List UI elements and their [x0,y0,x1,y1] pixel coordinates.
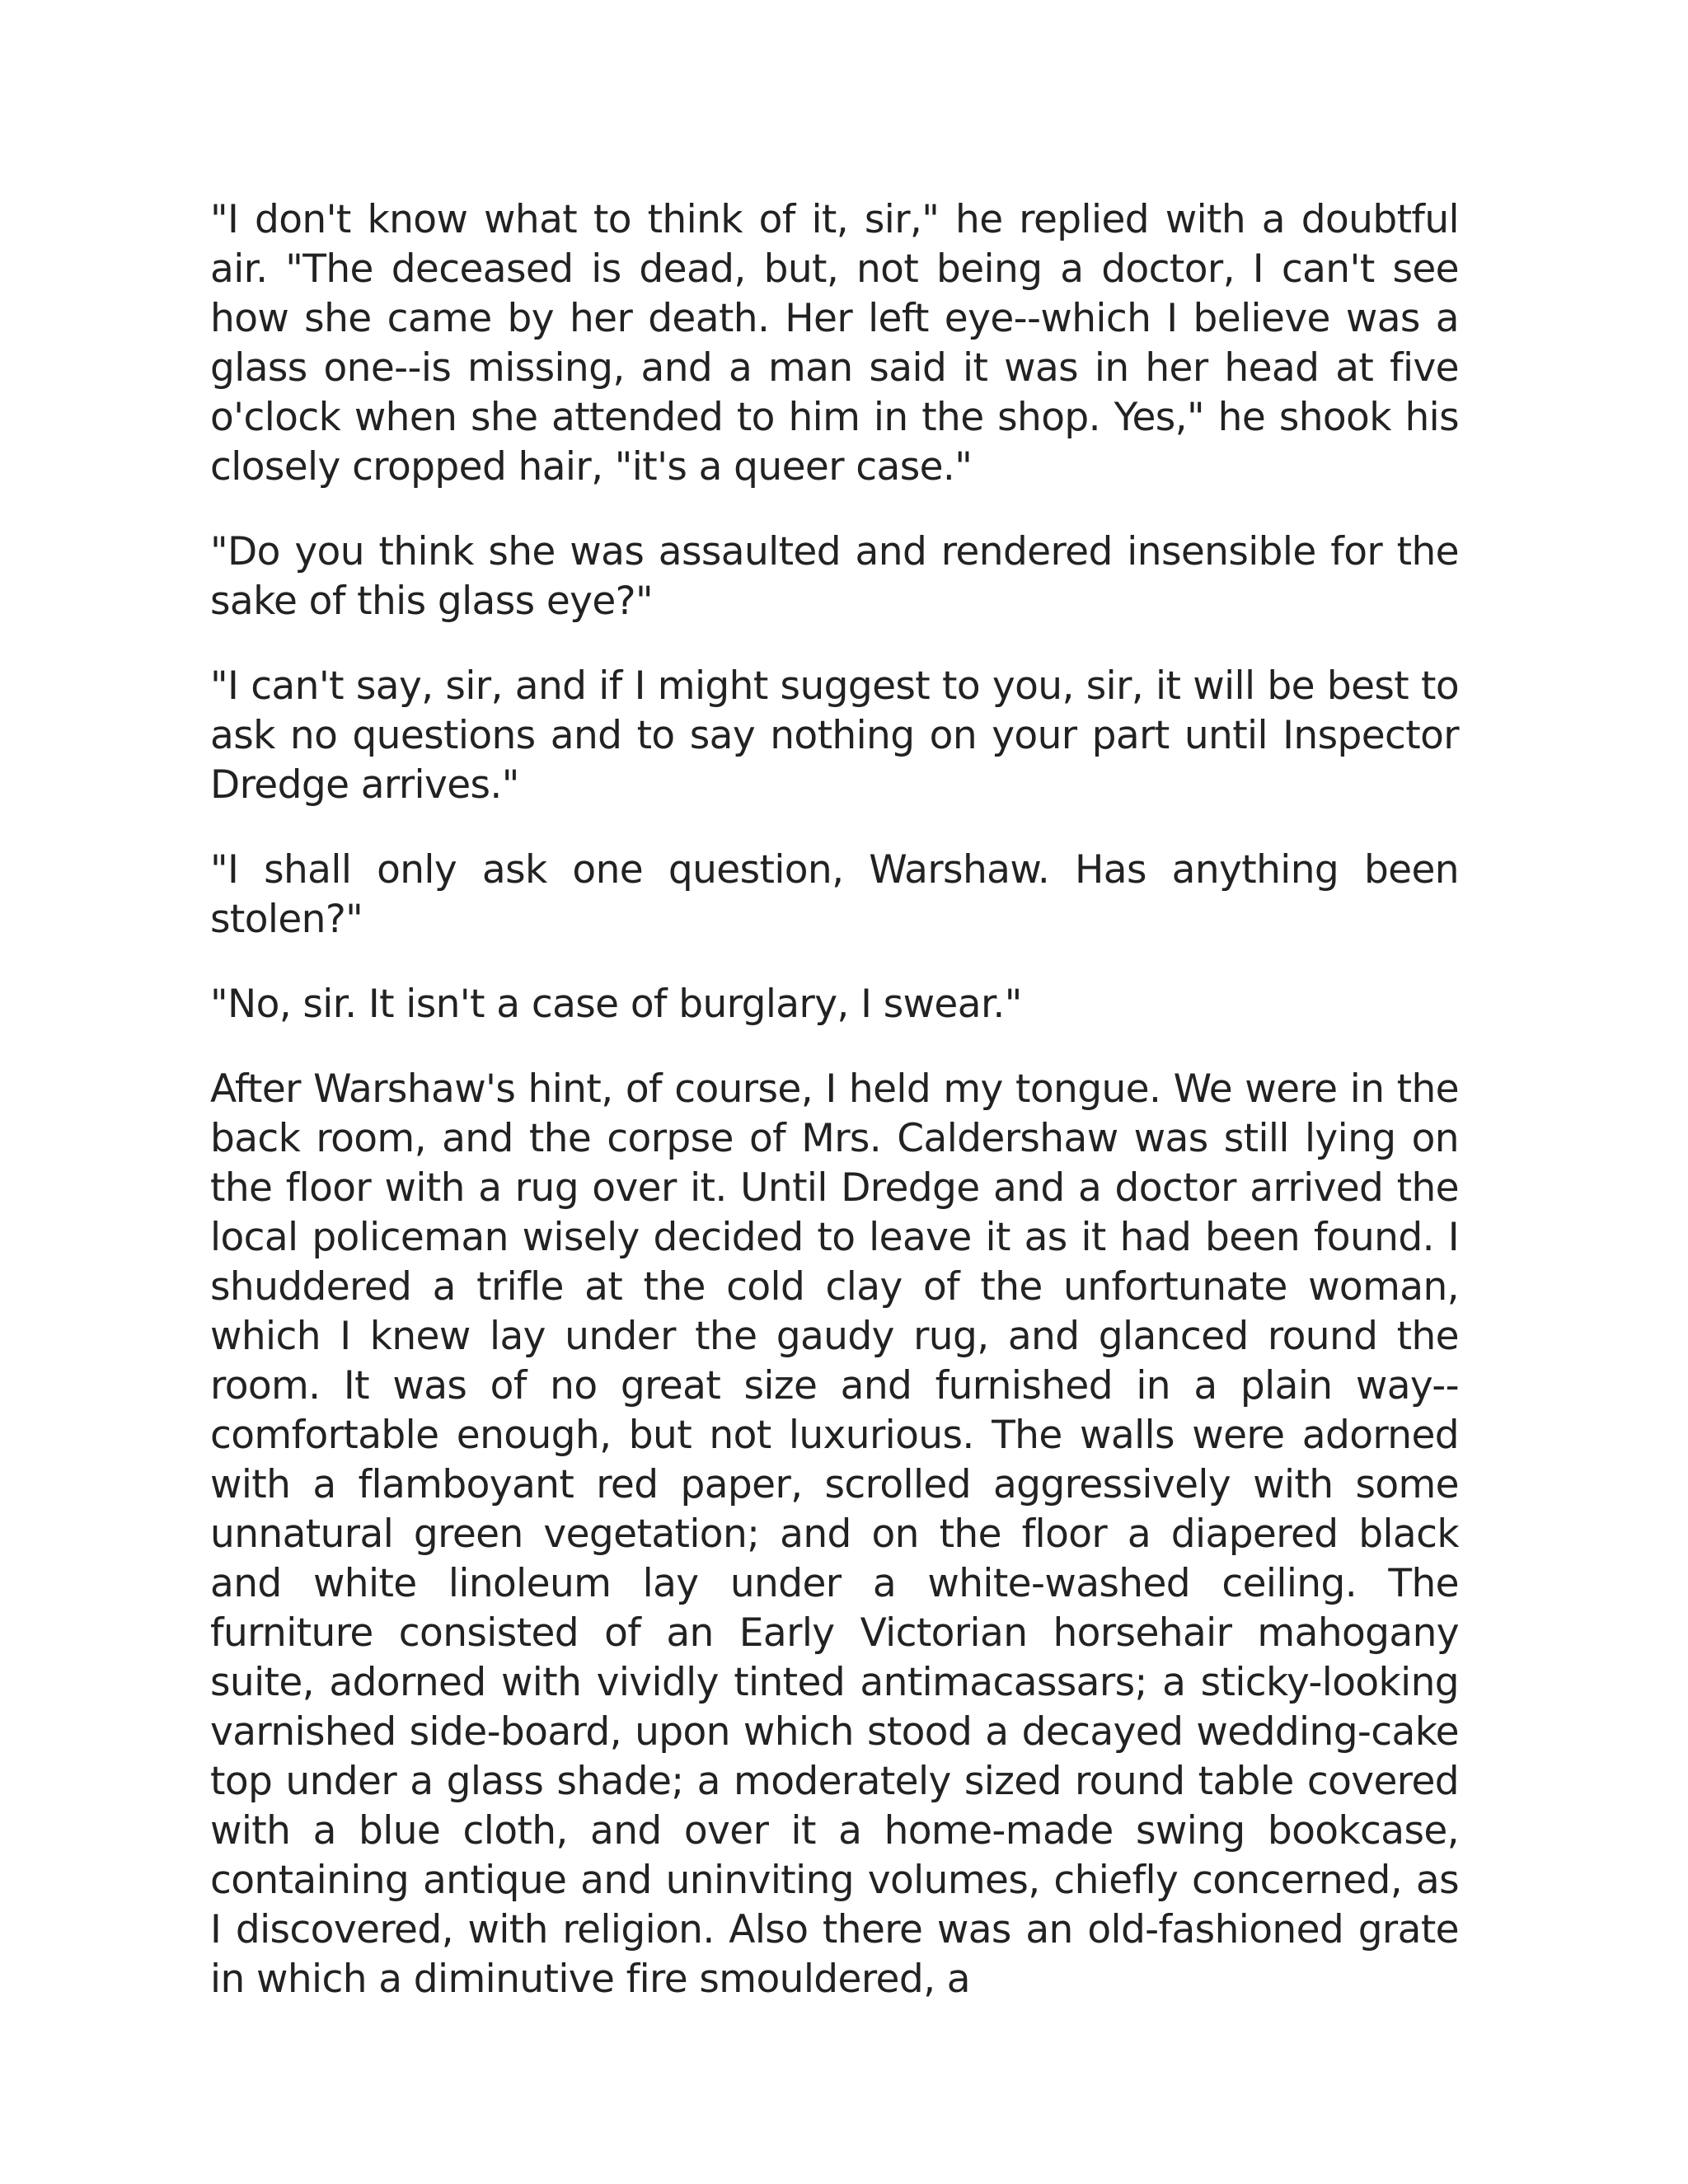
paragraph-6: After Warshaw's hint, of course, I held my tongue. We were in the back room, and the corpse of Mrs. Caldershaw was still lying on the floor with a rug over it. Until Dredge and a doctor arrived the local policeman wisely decided to leave it as it had been found. I shuddered a trifle at the cold clay of the unfortunate woman, which I knew lay under the gaudy rug, and glanced round the room. It was of no great size and furnished in a plain way--comfortable enough, but not luxurious. The walls were adorned with a flamboyant red paper, scrolled aggressively with some unnatural green vegetation; and on the floor a diapered black and white linoleum lay under a white-washed ceiling. The furniture consisted of an Early Victorian horsehair mahogany suite, adorned with vividly tinted antimacassars; a sticky-looking varnished side-board, upon which stood a decayed wedding-cake top under a glass shade; a moderately sized round table covered with a blue cloth, and over it a home-made swing bookcase, containing antique and uninviting volumes, chiefly concerned, as I discovered, with religion. Also there was an old-fashioned grate in which a diminutive fire smouldered, a [210,1066,1459,2002]
paragraph-3: "I can't say, sir, and if I might suggest to you, sir, it will be best to ask no questions and to say nothing on your part until Inspector Dredge arrives." [210,663,1459,808]
paragraph-2: "Do you think she was assaulted and rendered insensible for the sake of this glass eye?" [210,529,1459,624]
paragraph-5: "No, sir. It isn't a case of burglary, I swear." [210,982,1022,1027]
paragraph-4: "I shall only ask one question, Warshaw. Has anything been stolen?" [210,847,1459,942]
paragraph-1: "I don't know what to think of it, sir," he replied with a doubtful air. "The deceased is dead, but, not being a doctor, I can't see how she came by her death. Her left eye--which I believe was a glass one--is missing, and a man said it was in her head at five o'clock when she attended to him in the shop. Yes," he shook his closely cropped hair, "it's a queer case." [210,197,1459,490]
